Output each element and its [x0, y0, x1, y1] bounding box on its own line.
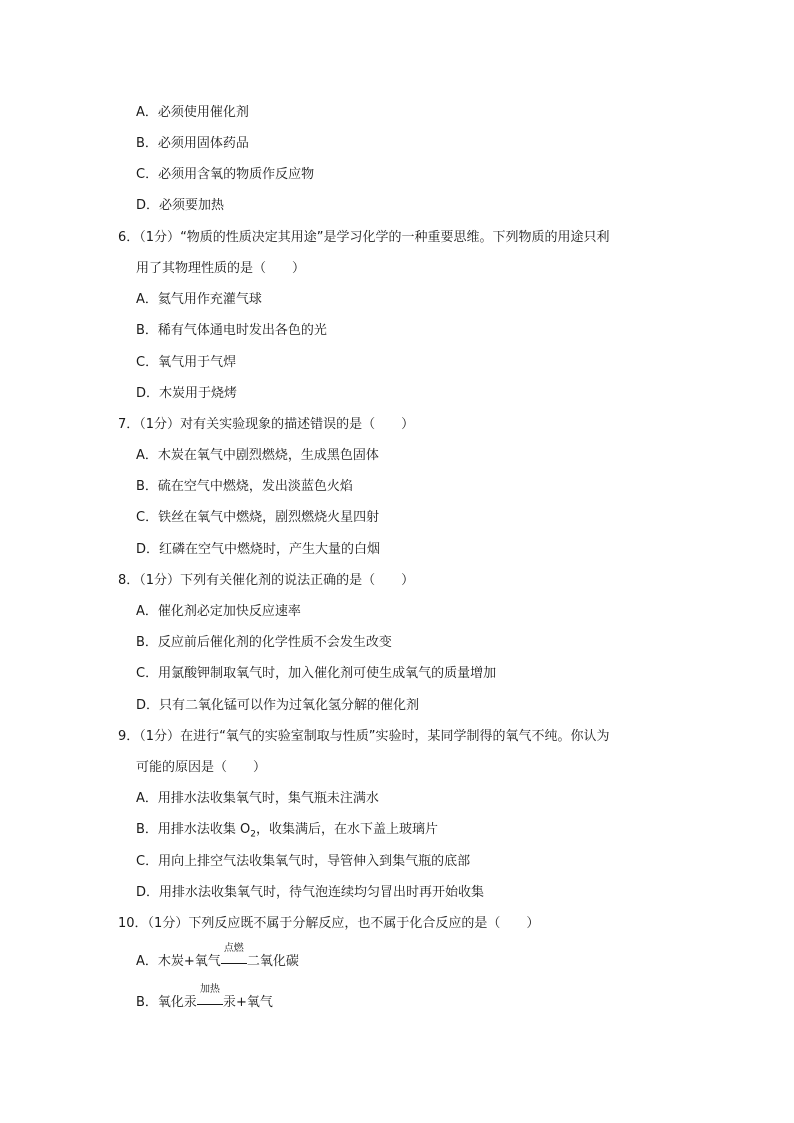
question-score: （1分）: [139, 417, 181, 432]
q6-option-d: [136, 384, 237, 404]
reactants: 氧化汞: [157, 995, 197, 1010]
option-text: 催化剂必定加快反应速率: [157, 604, 301, 619]
subscript: 2: [250, 829, 257, 840]
option-letter: B．: [136, 635, 158, 650]
question-number: 9．: [118, 729, 140, 744]
option-letter: B．: [136, 323, 158, 338]
arrow-line: [221, 963, 247, 964]
question-text: 对有关实验现象的描述错误的是（ ）: [180, 417, 415, 432]
option-letter: B．: [136, 136, 158, 151]
option-text: 氧气用于气焊: [158, 355, 237, 370]
option-text: 木炭在氧气中剧烈燃烧，生成黑色固体: [157, 448, 379, 463]
question-text: “物质的性质决定其用途”是学习化学的一种重要思维。下列物质的用途只利: [180, 230, 610, 245]
option-text: 用排水法收集氧气时，集气瓶未注满水: [157, 791, 379, 806]
option-text: 木炭用于烧烤: [159, 386, 238, 401]
question-text: 用了其物理性质的是（ ）: [136, 261, 306, 276]
option-text: 红磷在空气中燃烧时，产生大量的白烟: [159, 542, 381, 557]
q10-stem: [118, 914, 539, 934]
q7-option-d: [136, 540, 380, 560]
option-letter: C．: [136, 666, 159, 681]
option-text: 用氯酸钾制取氧气时，加入催化剂可使生成氧气的质量增加: [158, 666, 497, 681]
q9-stem: [118, 727, 610, 747]
option-letter: D．: [136, 386, 160, 401]
option-letter: D．: [136, 198, 160, 213]
option-text: 用排水法收集 O: [157, 822, 251, 837]
q8-option-b: [136, 633, 392, 653]
option-letter: D．: [136, 885, 160, 900]
question-score: （1分）: [139, 230, 181, 245]
reaction-arrow: [221, 943, 247, 972]
option-letter: B．: [136, 822, 158, 837]
option-text: 用向上排空气法收集氧气时，导管伸入到集气瓶的底部: [158, 854, 471, 869]
q7-option-a: [136, 446, 379, 466]
option-text: ，收集满后，在水下盖上玻璃片: [256, 822, 439, 837]
option-letter: C．: [136, 167, 159, 182]
option-letter: B．: [136, 479, 158, 494]
q9-option-a: [136, 789, 379, 809]
option-text: 硫在空气中燃烧，发出淡蓝色火焰: [157, 479, 353, 494]
q7-option-b: [136, 477, 353, 497]
q6-option-a: [136, 290, 262, 310]
reaction-condition: 加热: [199, 984, 220, 995]
option-text: 反应前后催化剂的化学性质不会发生改变: [157, 635, 392, 650]
q8-option-a: [136, 602, 301, 622]
option-letter: A．: [136, 791, 158, 806]
option-text: 铁丝在氧气中燃烧，剧烈燃烧火星四射: [158, 510, 380, 525]
option-text: 必须要加热: [159, 198, 225, 213]
question-text: 在进行“氧气的实验室制取与性质”实验时，某同学制得的氧气不纯。你认为: [180, 729, 610, 744]
option-letter: A．: [136, 604, 158, 619]
option-text: 氦气用作充灌气球: [157, 292, 262, 307]
option-letter: C．: [136, 854, 159, 869]
q9-option-b: [136, 820, 438, 845]
arrow-line: [197, 1004, 223, 1005]
q6-option-c: [136, 353, 236, 373]
question-number: 7．: [118, 417, 140, 432]
question-number: 6．: [118, 230, 140, 245]
option-text: 稀有气体通电时发出各色的光: [157, 323, 327, 338]
question-text: 下列反应既不属于分解反应，也不属于化合反应的是（ ）: [188, 916, 540, 931]
question-text: 可能的原因是（ ）: [136, 760, 267, 775]
option-letter: A．: [136, 448, 158, 463]
option-text: 必须用固体药品: [157, 136, 249, 151]
q5-option-a: [136, 103, 249, 123]
reactants: 木炭+氧气: [157, 954, 221, 969]
option-text: 只有二氧化锰可以作为过氧化氢分解的催化剂: [159, 698, 420, 713]
q8-option-c: [136, 664, 496, 684]
q5-option-d: [136, 196, 224, 216]
q5-option-c: [136, 165, 314, 185]
products: 汞+氧气: [222, 995, 273, 1010]
option-letter: A．: [136, 292, 158, 307]
option-letter: C．: [136, 355, 159, 370]
q6-stem-cont: [136, 259, 305, 279]
question-score: （1分）: [147, 916, 189, 931]
q7-option-c: [136, 508, 379, 528]
products: 二氧化碳: [246, 954, 299, 969]
q7-stem: [118, 415, 414, 435]
q9-stem-cont: [136, 758, 266, 778]
option-letter: B．: [136, 995, 158, 1010]
q6-option-b: [136, 321, 327, 341]
q10-option-a: [136, 943, 299, 972]
q6-stem: [118, 228, 610, 248]
q10-option-b: [136, 984, 273, 1013]
option-text: 必须用含氧的物质作反应物: [158, 167, 315, 182]
question-number: 10．: [118, 916, 148, 931]
q9-option-c: [136, 852, 470, 872]
option-letter: D．: [136, 698, 160, 713]
reaction-condition: 点燃: [223, 943, 244, 954]
question-text: 下列有关催化剂的说法正确的是（ ）: [180, 573, 415, 588]
option-letter: D．: [136, 542, 160, 557]
option-text: 必须使用催化剂: [157, 105, 249, 120]
question-score: （1分）: [139, 573, 181, 588]
question-score: （1分）: [139, 729, 181, 744]
option-letter: C．: [136, 510, 159, 525]
q5-option-b: [136, 134, 249, 154]
option-letter: A．: [136, 105, 158, 120]
q9-option-d: [136, 883, 484, 903]
question-number: 8．: [118, 573, 140, 588]
option-text: 用排水法收集氧气时，待气泡连续均匀冒出时再开始收集: [159, 885, 485, 900]
q8-stem: [118, 571, 414, 591]
reaction-arrow: [197, 984, 223, 1013]
q8-option-d: [136, 696, 419, 716]
option-letter: A．: [136, 954, 158, 969]
